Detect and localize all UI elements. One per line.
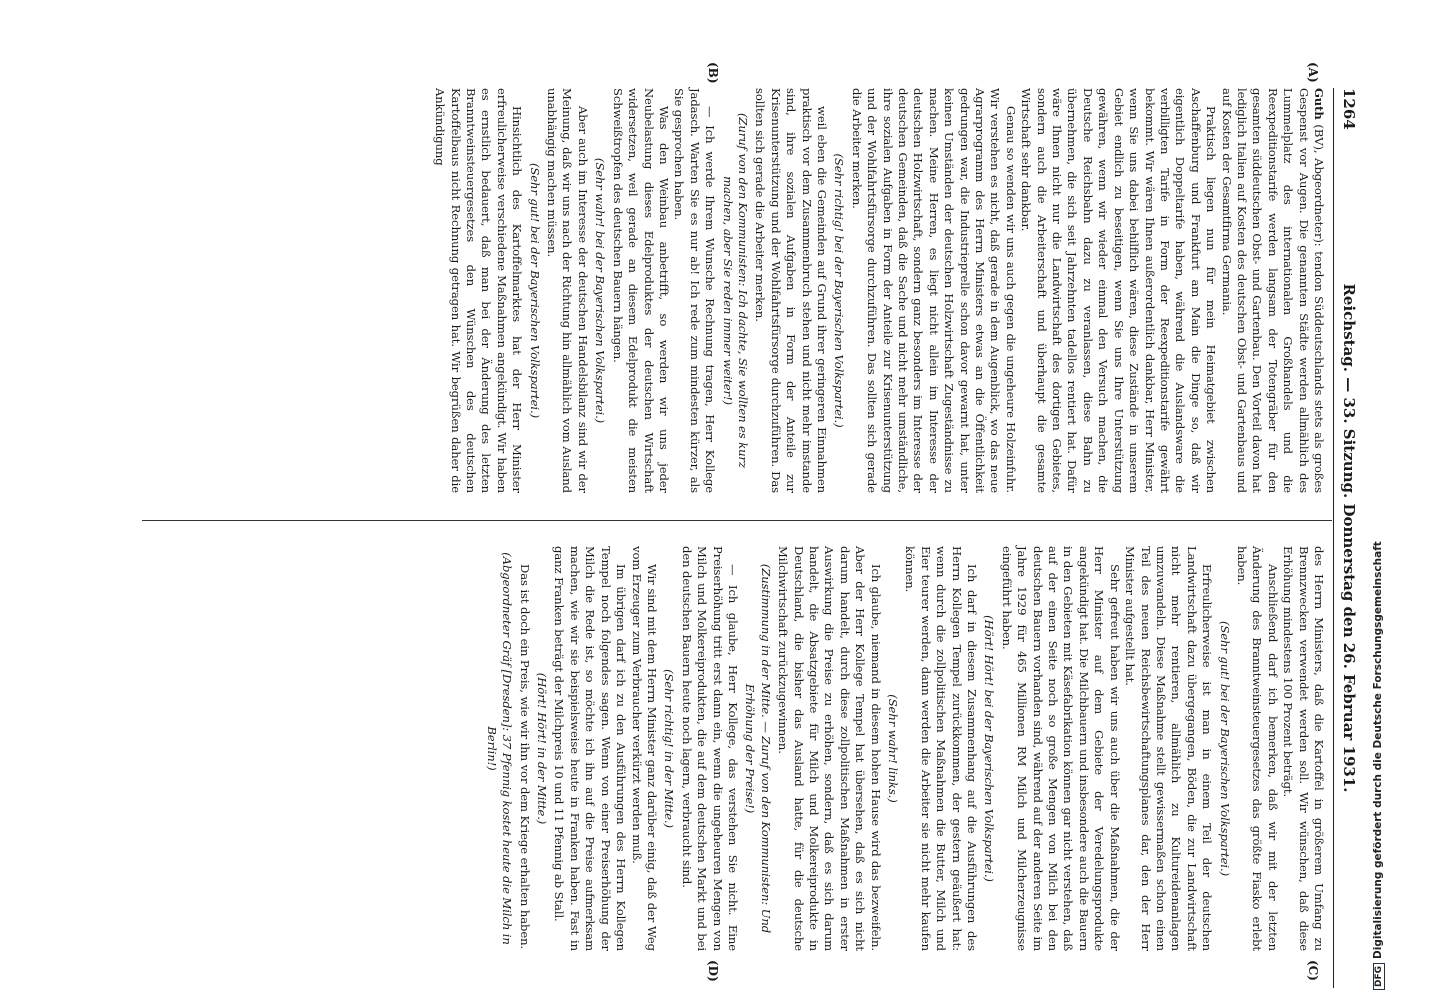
interjection — [885, 546, 900, 951]
paragraph — [1280, 546, 1326, 951]
page-header — [1334, 88, 1360, 988]
paragraph-text: weil eben die Gemeinden auf Grund ihrer geringeren Einnahmen praktisch vor dem Zusammenbruch stehen und nicht mehr imstande sind, ihre sozialen Aufgaben in Form der Anteile zur Krisenunterstützung und der Wohlfahrtsfürsorge durchzuführen. Das sollten sich gerade die Arbeiter merken. — [753, 88, 829, 493]
paragraph — [609, 88, 671, 493]
margin-mark-a: (A) — [1306, 62, 1320, 83]
paragraph-text: (Sehr richtig! bei der Bayerischen Volkspartei.) — [832, 153, 847, 428]
dfg-logo: DFG — [1373, 963, 1385, 990]
margin-mark-b: (B) — [706, 62, 720, 84]
interjection — [831, 88, 846, 493]
paragraph-text: Was den Weinbau anbetrifft, so werden wir uns jeder Neubelastung dieses Edelproduktes der deutschen Wirtschaft widersetzen, weil gerade an diesem Edelprodukt die meisten Schweißtropfen des deutschen Bauern hängen. — [610, 88, 671, 493]
paragraph-text: Sehr gefreut haben wir uns auch über die Maßnahmen, die der Herr Minister auf dem Gebiete der Veredelungsprodukte angekündigt hat. Die Milchbauern und insbesondere auch die Bauern in den Gebieten mit Käsefabrikation können gar nicht verstehen, daß auf der einen Seite noch so große Mengen von Milch bei den deutschen Bauern vorhanden sind, während auf der anderen Seite im Jahre 1929 für 465 Millionen RM Milch und Milcherzeugnisse eingeführt haben. — [999, 546, 1122, 951]
paragraph — [752, 88, 829, 493]
paragraph-text: (Hört! Hört! in der Mitte.) — [535, 672, 550, 825]
margin-mark-c: (C) — [1306, 960, 1320, 981]
paragraph-text: Das ist doch ein Preis, wie wir ihn vor dem Kriege erhalten haben. — [517, 564, 532, 950]
paragraph-text: — Ich glaube, Herr Kollege, das verstehen Sie nicht. Eine Preiserhöhung tritt erst dann ein, wenn die ungeheuren Mengen von Milch und Molkereiprodukten, die auf dem deutschen Markt und bei den deutschen Bauern heute noch lagern, verbraucht sind. — [679, 546, 740, 951]
interjection — [534, 546, 549, 951]
paragraph-text: Wir sind mit dem Herrn Minister ganz darüber einig, daß der Weg vom Erzeuger zum Verbraucher verkürzt werden muß. — [629, 546, 659, 951]
paragraph — [628, 546, 659, 951]
interjection — [719, 88, 750, 493]
paragraph-text: Hinsichtlich des Kartoffelmarktes hat der Herr Minister erfreulicherweise verschiedene Maßnahmen angekündigt. Wir haben es ernstlich bedauert, daß man bei der Änderung des letzten Branntweinsteuergesetzes den Wünschen des deutschen Kartoffelbaus nicht Rechnung getragen hat. Wir begrüßen daher die Ankündigung — [433, 88, 525, 493]
paragraph-text: Praktisch liegen nun für mein Heimatgebiet zwischen Aschaffenburg und Frankfurt am Main die Dinge so, daß wir eigentlich Doppeltarife haben, während die Auslandsware die verbilligten Tarife in Form der Reexpeditionstarife gewährt bekommt. Wir wären Ihnen außerordentlich dankbar, Herr Minister, wenn Sie uns dabei behilflich wären, diese Zustände in unserem Gebiet endlich zu beseitigen, wenn Sie uns Ihre Unterstützung gewähren, wenn wir wieder einmal den Versuch machen, die Deutsche Reichsbahn dazu zu veranlassen, diese Bahn zu übernehmen, die sich seit Jahrzehnten tadellos rentiert hat. Dafür wäre Ihnen nicht nur die Landwirtschaft des dortigen Gebietes, sondern auch die Arbeiterschaft und überhaupt die gesamte Wirtschaft sehr dankbar. — [1019, 88, 1219, 493]
header-rule — [1333, 88, 1334, 988]
paragraph — [544, 88, 590, 493]
speaker-name: Guth — [1312, 88, 1326, 120]
footer-note — [1372, 541, 1390, 990]
paragraph-text: Ich darf in diesem Zusammenhang auf die Ausführungen des Herrn Kollegen Tempel zurückkommen, der gestern geäußert hat: wenn durch die zollpolitischen Maßnahmen die Butter, Milch und Eier teurer werden, dann werden die Arbeiter sie nicht mehr kaufen können. — [903, 546, 980, 951]
paragraph-text: (Sehr wahr! links.) — [886, 694, 901, 803]
paragraph-text: Im übrigen darf ich zu den Ausführungen des Herrn Kollegen Tempel noch folgendes sagen. Wenn von einer Preiserhöhung der Milch die Rede ist, so möchte ich ihn auf die Preise aufmerksam machen, wie wir sie beispielsweise heute in Franken haben. Fast in ganz Franken beträgt der Milchpreis 10 und 11 Pfennig ab Stall. — [552, 546, 629, 951]
paragraph-text: Anschließend darf ich bemerken, daß wir mit der letzten Änderung des Branntweinsteuergesetzes das größte Fiasko erlebt haben. — [1234, 546, 1280, 951]
paragraph — [671, 88, 717, 493]
interjection — [981, 546, 996, 951]
page-number: 1264 — [1340, 88, 1358, 130]
paragraph — [516, 546, 531, 951]
right-column — [481, 546, 1326, 951]
paragraph-text: (Sehr wahr! bei der Bayerischen Volkspartei.) — [593, 157, 608, 424]
interjection — [742, 546, 773, 951]
margin-mark-d: (D) — [706, 960, 720, 982]
footer-note-text: Digitalisierung gefördert durch die Deutsche Forschungsgemeinschaft — [1372, 541, 1384, 959]
paragraph-text: — Ich werde Ihrem Wunsche Rechnung tragen, Herr Kollege Jadasch. Warten Sie es nur ab! Ich rede zum mindesten kürzer, als Sie gesprochen haben. — [672, 88, 718, 493]
paragraph-text: (Abgeordneter Gräf [Dresden]: 37 Pfennig kostet heute die Milch in Berlin!) — [484, 552, 515, 945]
paragraph — [775, 546, 883, 951]
interjection — [661, 546, 676, 951]
interjection — [1216, 546, 1231, 951]
paragraph-text: (Sehr richtig! in der Mitte.) — [662, 669, 677, 828]
page-title: Reichstag. — 33. Sitzung. Donnerstag den 26. Februar 1931. — [1340, 283, 1358, 793]
paragraph — [902, 546, 979, 951]
paragraph-text: (Zustimmung in der Mitte. — Zuruf von den Kommunisten: Und Erhöhung der Preise!) — [743, 563, 773, 934]
paragraph — [1234, 546, 1280, 951]
paragraph — [1218, 88, 1326, 493]
column-divider — [142, 520, 1332, 521]
interjection — [483, 546, 514, 951]
interjection — [592, 88, 607, 493]
rotated-page — [120, 62, 1360, 988]
paragraph-text: Aber auch im Interesse der deutschen Handelsbilanz sind wir der Meinung, daß wir uns nach der Richtung hin allmählich vom Ausland unabhängig machen müssen. — [545, 88, 590, 493]
paragraph — [551, 546, 628, 951]
paragraph — [998, 546, 1121, 951]
paragraph — [432, 88, 524, 493]
interjection — [526, 88, 541, 493]
paragraph-text: (Sehr gut! bei der Bayerischen Volkspartei.) — [527, 163, 542, 418]
paragraph-text: des Herrn Ministers, daß die Kartoffel in größerem Umfang zu Brennzwecken verwendet werden soll. Wir wünschen, daß diese Erhöhung mindestens 100 Prozent beträgt. — [1281, 546, 1326, 951]
left-column — [432, 88, 1326, 493]
paragraph-text: Ich glaube, niemand in diesem hohen Hause wird das bezweifeln. Aber der Herr Kollege Tempel hat übersehen, daß es sich nicht darum handelt, durch diese zollpolitischen Maßnahmen in erster Auswirkung die Preise zu erhöhen, sondern, daß es sich darum handelt, die Absatzgebiete für Milch und Molkereiprodukte in Deutschland, die bisher das Ausland hatte, für die deutsche Milchwirtschaft zurückzugewinnen. — [776, 546, 883, 951]
paragraph — [1018, 88, 1218, 493]
paragraph — [848, 88, 1017, 493]
paragraph-text: (BV), Abgeordneter): tendon Süddeutschlands stets als großes Gespenst vor Augen. Die genannten Städte werden allmählich des Lummelplatz des internationalen Großhandels und die Reexpeditionstarife werden langsam der Totengräber für den gesamten süddeutschen Obst- und Gartenbau. Den Vorteil davon hat lediglich Italien auf Kosten des deutschen Obst- und Gartenbaus und auf Kosten der Gesamtfirma Germania. — [1219, 88, 1326, 494]
paragraph-text: (Hört! Hört! bei der Bayerischen Volkspartei.) — [982, 615, 997, 882]
paragraph-text: Genau so wenden wir uns auch gegen die ungeheure Holzeinfuhr. Wir verstehen es nicht, daß gerade in dem Augenblick, wo das neue Agrarprogramm des Herrn Ministers etwas an die Öffentlichkeit gedrungen war, die Industrieprelle schon davor gewarnt hat, unter keinen Umständen der deutschen Holzwirtschaft Zugeständnisse zu machen. Meine Herren, es liegt nicht allein im Interesse der deutschen Holzwirtschaft, sondern ganz besonders im Interesse der deutschen Gemeinden, daß die Sache und nicht mehr umständliche, ihre sozialen Aufgaben in Form der Anteile zur Krisenunterstützung und der Wohlfahrtsfürsorge durchzuführen. Das sollten sich gerade die Arbeiter merken. — [849, 88, 1018, 493]
paragraph — [1122, 546, 1214, 951]
paragraph — [678, 546, 740, 951]
paragraph-text: Erfreulicherweise ist man in einem Teil der deutschen Landwirtschaft dazu übergegangen, Böden, die zur Landwirtschaft nicht mehr rentieren, allmählich zu Kultureidenanlagen umzuwandeln. Diese Maßnahme stellt gewissermaßen schon einen Teil des neuen Reichsbewirtschaftungsplanes dar, den der Herr Minister aufgestellt hat. — [1123, 546, 1215, 951]
paragraph-text: (Zuruf von den Kommunisten: Ich dachte, Sie wollten es kurz machen, aber Sie reden immer weiter!) — [720, 113, 750, 468]
paragraph-text: (Sehr gut! bei der Bayerischen Volkspartei.) — [1217, 621, 1232, 876]
